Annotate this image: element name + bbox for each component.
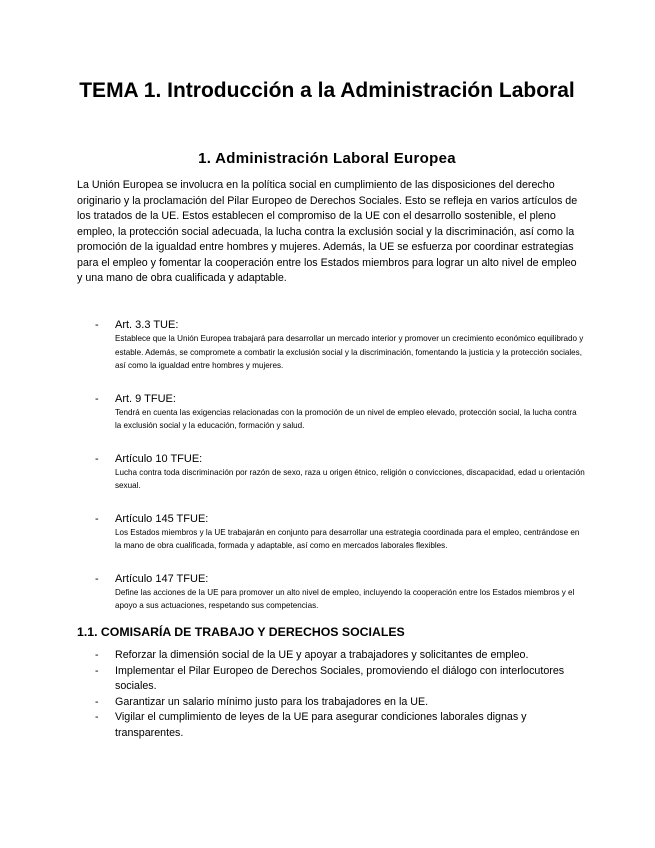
list-dash: - <box>95 711 99 723</box>
list-item <box>95 695 580 711</box>
section-heading: 1. Administración Laboral Europea <box>198 150 456 167</box>
article-description: Los Estados miembros y la UE trabajarán en conjunto para desarrollar una estrategia coordinada para el empleo, centrándose en la mano de obra cualificada, formada y adaptable, así como en mercados laborales flexibles. <box>115 527 580 550</box>
article-item <box>95 512 585 553</box>
bullet-list <box>95 648 580 741</box>
list-item <box>95 664 580 695</box>
article-title: Artículo 10 TFUE: <box>115 452 203 465</box>
page-title: TEMA 1. Introducción a la Administración Laboral <box>79 79 575 102</box>
list-item-text: Reforzar la dimensión social de la UE y apoyar a trabajadores y solicitantes de empleo. <box>115 649 529 661</box>
list-item-text: Implementar el Pilar Europeo de Derechos Sociales, promoviendo el diálogo con interlocutores sociales. <box>115 664 565 692</box>
article-list <box>95 318 585 632</box>
list-dash: - <box>95 452 99 465</box>
list-dash: - <box>95 649 99 661</box>
article-title: Artículo 147 TFUE: <box>115 572 209 585</box>
article-description: Tendrá en cuenta las exigencias relacionadas con la promoción de un nivel de empleo elevado, protección social, la lucha contra la exclusión social y la educación, formación y salud. <box>115 407 577 430</box>
article-title: Artículo 145 TFUE: <box>115 512 209 525</box>
intro-paragraph: La Unión Europea se involucra en la política social en cumplimiento de las disposiciones del derecho originario y la proclamación del Pilar Europeo de Derechos Sociales. Esto se refleja en varios artículos de los tratados de la UE. Estos establecen el compromiso de la UE con el desarrollo sostenible, el pleno empleo, la protección social adecuada, la lucha contra la exclusión social y la discriminación, así como la promoción de la igualdad entre hombres y mujeres. Además, la UE se esfuerza por coordinar estrategias para el empleo y fomentar la cooperación entre los Estados miembros para lograr un alto nivel de empleo y una mano de obra cualificada y adaptable. <box>77 179 578 284</box>
article-title: Art. 9 TFUE: <box>115 392 176 405</box>
article-description: Lucha contra toda discriminación por razón de sexo, raza u origen étnico, religión o convicciones, discapacidad, edad u orientación sexual. <box>115 467 585 490</box>
article-description: Establece que la Unión Europea trabajará para desarrollar un mercado interior y promover un crecimiento económico equilibrado y estable. Además, se compromete a combatir la exclusión social y la discriminación, fomentando la justicia y la protección sociales, así como la igualdad entre hombres y mujeres. <box>115 334 584 370</box>
list-item-text: Vigilar el cumplimiento de leyes de la UE para asegurar condiciones laborales dignas y transparentes. <box>115 711 527 739</box>
list-dash: - <box>95 695 99 708</box>
subsection-heading: 1.1. COMISARÍA DE TRABAJO Y DERECHOS SOCIALES <box>77 625 405 639</box>
article-item <box>95 572 585 613</box>
list-item-text: Garantizar un salario mínimo justo para los trabajadores en la UE. <box>115 695 429 708</box>
article-description: Define las acciones de la UE para promover un alto nivel de empleo, incluyendo la cooperación entre los Estados miembros y el apoyo a sus actuaciones, respetando sus competencias. <box>115 587 575 610</box>
list-item <box>95 710 580 741</box>
article-item <box>95 392 585 433</box>
list-dash: - <box>95 512 99 525</box>
list-dash: - <box>95 664 99 677</box>
article-item <box>95 452 585 493</box>
list-dash: - <box>95 572 99 585</box>
article-title: Art. 3.3 TUE: <box>115 319 179 331</box>
article-item <box>95 318 585 373</box>
list-item <box>95 648 580 664</box>
list-dash: - <box>95 392 99 405</box>
list-dash: - <box>95 319 99 331</box>
